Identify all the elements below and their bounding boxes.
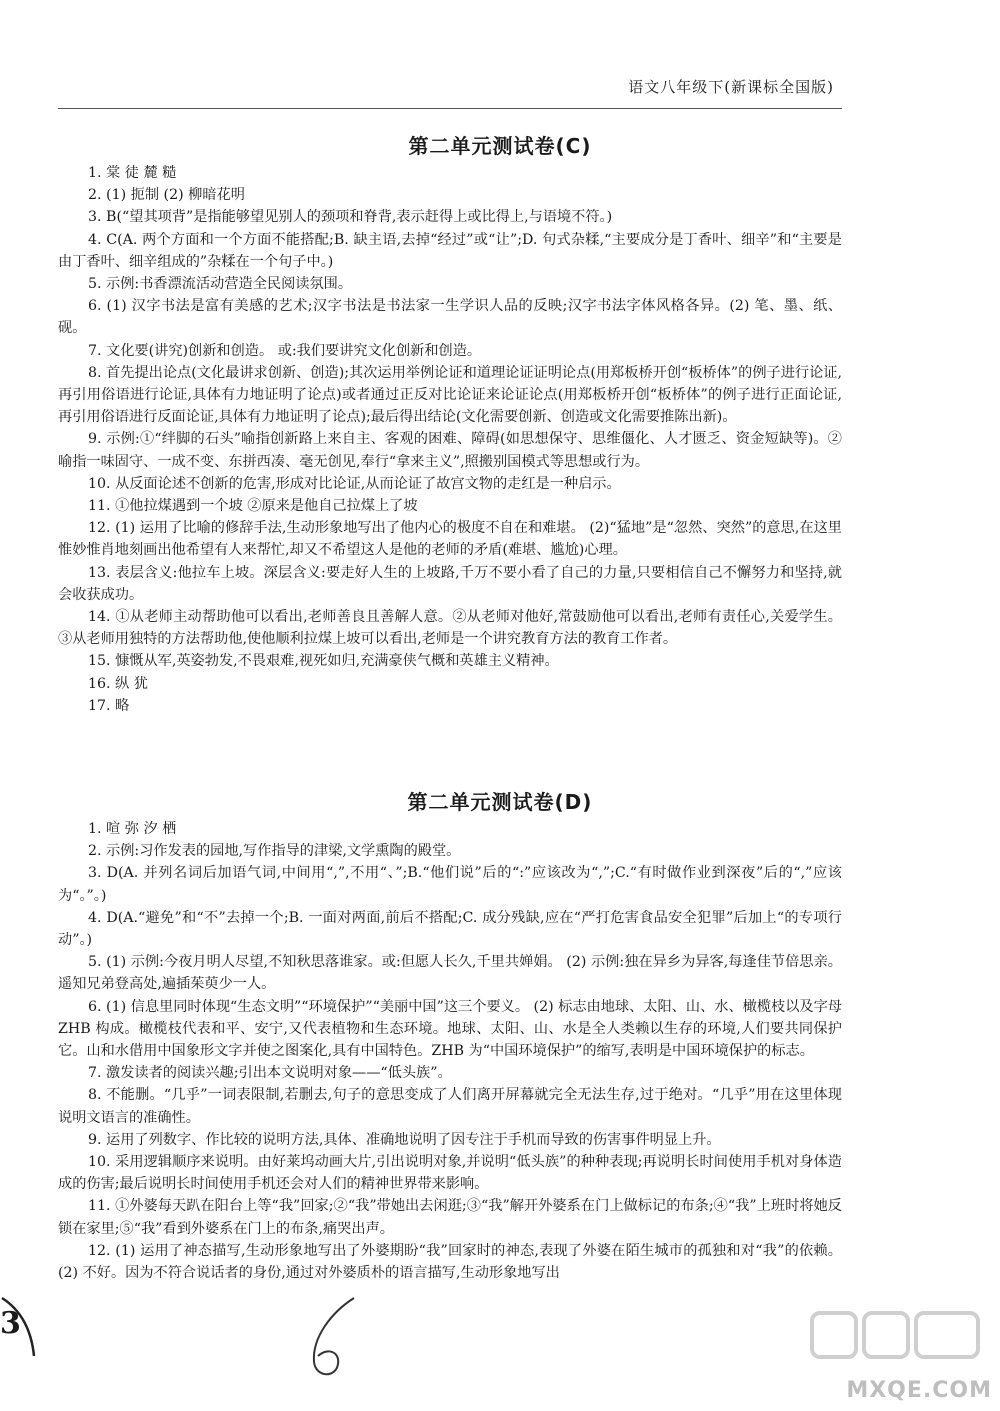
answer-item: 3. D(A. 并列名词后加语气词,中间用“,”,不用“、”;B.“他们说”后的“:”应该改为“,”;C.“有时做作业到深夜”后的“,”应该为“。”。) xyxy=(58,865,842,904)
section-title-c: 第二单元测试卷(C) xyxy=(408,134,592,158)
answer-item: 7. 文化要(讲究)创新和创造。 或:我们要讲究文化创新和创造。 xyxy=(88,342,482,359)
page-number: 3 xyxy=(0,1306,21,1341)
answer-item: 5. 示例:书香漂流活动营造全民阅读氛围。 xyxy=(88,276,353,293)
answer-item: 10. 采用逻辑顺序来说明。由好莱坞动画大片,引出说明对象,并说明“低头族”的种种表现;再说明长时间使用手机对身体造成的伤害;最后说明长时间使用手机还会对人们的精神世界带来影响。 xyxy=(58,1154,842,1193)
answer-item: 4. D(A.“避免”和“不”去掉一个;B. 一面对两面,前后不搭配;C. 成分残缺,应在“严打危害食品安全犯罪”后加上“的专项行动”。) xyxy=(58,909,842,949)
answer-item: 5. (1) 示例:今夜月明人尽望,不知秋思落谁家。或:但愿人长久,千里共婵娟。 (2) 示例:独在异乡为异客,每逢佳节倍思亲。遥知兄弟登高处,遍插茱萸少一人。 xyxy=(58,954,842,993)
answer-item: 10. 从反面论述不创新的危害,形成对比论证,从而论证了故宫文物的走红是一种启示。 xyxy=(88,475,621,492)
answer-item: 1. 喧 弥 汐 栖 xyxy=(88,821,177,837)
answer-item: 12. (1) 运用了神态描写,生动形象地写出了外婆期盼“我”回家时的神态,表现了外婆在陌生城市的孤独和对“我”的依赖。 (2) 不好。因为不符合说话者的身份,通过对外婆质朴的语言描写,生动形象地写出 xyxy=(58,1242,842,1282)
answer-item: 12. (1) 运用了比喻的修辞手法,生动形象地写出了他内心的极度不自在和难堪。 (2)“猛地”是“忽然、突然”的意思,在这里惟妙惟肖地刻画出他希望有人来帮忙,却又不希望这人是他的老师的矛盾(难堪、尴尬)心理。 xyxy=(58,520,842,559)
answer-item: 8. 不能删。“几乎”一词表限制,若删去,句子的意思变成了人们离开屏幕就完全无法生存,过于绝对。“几乎”用在这里体现说明文语言的准确性。 xyxy=(58,1087,842,1126)
answers-block-d xyxy=(58,818,842,1284)
answer-item: 13. 表层含义:他拉车上坡。深层含义:要走好人生的上坡路,千万不要小看了自己的力量,只要相信自己不懈努力和坚持,就会收获成功。 xyxy=(58,564,842,603)
header-rule xyxy=(58,108,842,109)
handwritten-mark xyxy=(292,1292,372,1382)
section-title-d: 第二单元测试卷(D) xyxy=(407,790,593,814)
answer-item: 17. 略 xyxy=(88,697,130,714)
answer-item: 8. 首先提出论点(文化最讲求创新、创造);其次运用举例论证和道理论证证明论点(用郑板桥开创“板桥体”的例子进行论证,再引用俗语进行论证,具体有力地证明了论点)或者通过正反对比论证来论证论点(用郑板桥开创“板桥体”的例子进行正面论证,再引用俗语进行反面论证,具体有力地证明了论点);最后得出结论(文化需要创新、创造或文化需要推陈出新)。 xyxy=(58,364,842,426)
answer-item: 3. B(“望其项背”是指能够望见别人的颈项和脊背,表示赶得上或比得上,与语境不符。) xyxy=(88,209,613,226)
answer-item: 9. 示例:①“绊脚的石头”喻指创新路上来自主、客观的困难、障碍(如思想保守、思维僵化、人才匮乏、资金短缺等)。②喻指一味固守、一成不变、东拼西凑、毫无创见,奉行“拿来主义”,照搬别国模式等思想或行为。 xyxy=(58,431,842,470)
answer-item: 4. C(A. 两个方面和一个方面不能搭配;B. 缺主语,去掉“经过”或“让”;D. 句式杂糅,“主要成分是丁香叶、细辛”和“主要是由丁香叶、细辛组成的”杂糅在一个句子中。) xyxy=(58,231,842,270)
answer-item: 6. (1) 信息里同时体现“生态文明”“环境保护”“美丽中国”这三个要义。 (2) 标志由地球、太阳、山、水、橄榄枝以及字母 ZHB 构成。橄榄枝代表和平、安宁,又代表植物和生态环境。地球、太阳、山、水是全人类赖以生存的环境,人们要共同保护它。山和水借用中国象形文字并使之图案化,具有中国特色。ZHB 为“中国环境保护”的缩写,表明是中国环境保护的标志。 xyxy=(58,998,842,1060)
answer-item: 2. 示例:习作发表的园地,写作指导的津梁,文学熏陶的殿堂。 xyxy=(88,843,461,860)
book-subject-label: 语文八年级下(新课标全国版) xyxy=(628,78,834,96)
answer-item: 11. ①他拉煤遇到一个坡 ②原来是他自己拉煤上了坡 xyxy=(88,498,418,515)
answer-item: 1. 棠 徒 麓 糙 xyxy=(88,165,177,181)
answer-item: 16. 纵 犹 xyxy=(88,675,148,692)
answer-item: 7. 激发读者的阅读兴趣;引出本文说明对象——“低头族”。 xyxy=(88,1065,452,1082)
answer-item: 14. ①从老师主动帮助他可以看出,老师善良且善解人意。②从老师对他好,常鼓励他可以看出,老师有责任心,关爱学生。③从老师用独特的方法帮助他,使他顺利拉煤上坡可以看出,老师是一个讲究教育方法的教育工作者。 xyxy=(58,609,842,648)
answer-item: 9. 运用了列数字、作比较的说明方法,具体、准确地说明了因专注于手机而导致的伤害事件明显上升。 xyxy=(88,1131,721,1148)
answer-item: 11. ①外婆每天趴在阳台上等“我”回家;②“我”带她出去闲逛;③“我”解开外婆系在门上做标记的布条;④“我”上班时将她反锁在家里;⑤“我”看到外婆系在门上的布条,痛哭出声。 xyxy=(58,1198,842,1237)
answer-item: 6. (1) 汉字书法是富有美感的艺术;汉字书法是书法家一生学识人品的反映;汉字书法字体风格各异。(2) 笔、墨、纸、砚。 xyxy=(58,298,842,337)
answer-item: 15. 慷慨从军,英姿勃发,不畏艰难,视死如归,充满豪侠气概和英雄主义精神。 xyxy=(88,653,559,670)
answers-block-c xyxy=(58,162,842,717)
answer-item: 2. (1) 扼制 (2) 柳暗花明 xyxy=(88,187,245,204)
watermark-text: MXQE.COM xyxy=(846,1378,992,1403)
